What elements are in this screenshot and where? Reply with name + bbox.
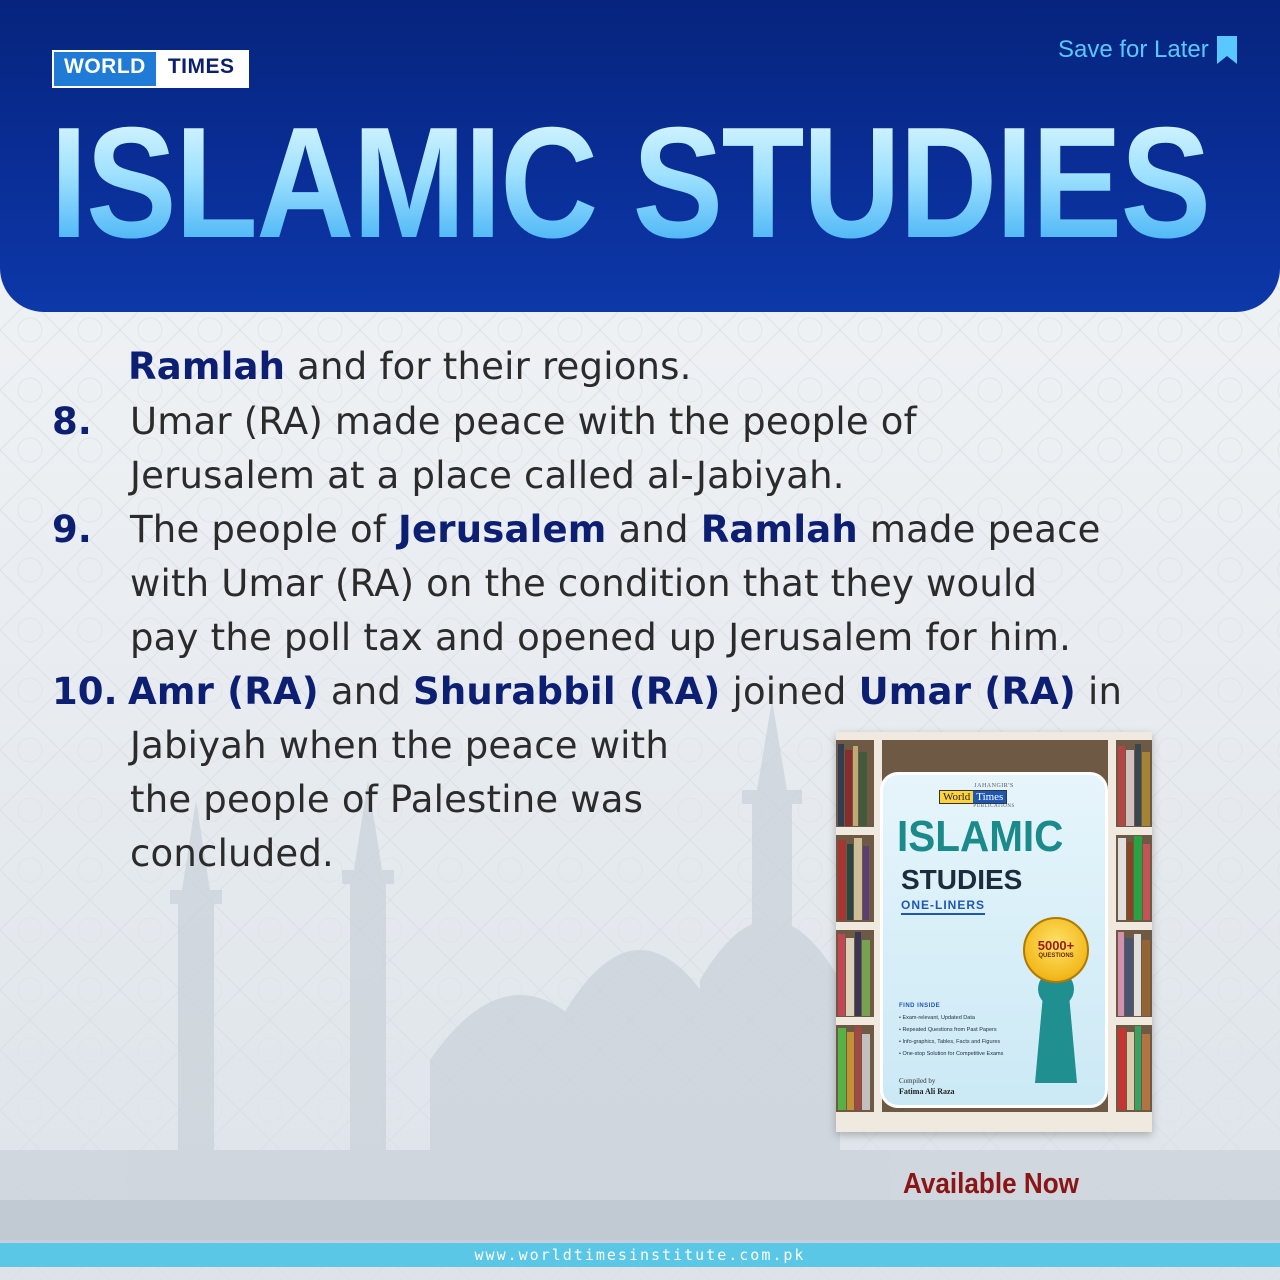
item-8-line-2: Jerusalem at a place called al-Jabiyah. (130, 454, 845, 497)
item-10-line-1 (128, 670, 1122, 714)
questions-badge (1023, 917, 1089, 983)
compiled-by-label: Compiled by (899, 1077, 936, 1085)
item-9-line-1 (130, 508, 1101, 552)
website-link[interactable]: www.worldtimesinstitute.com.pk (474, 1246, 806, 1264)
publisher-logo (939, 790, 1007, 804)
feature-item: • Exam-relevant, Updated Data (899, 1015, 975, 1021)
bold-term: Ramlah (700, 508, 858, 551)
world-times-logo (52, 50, 249, 88)
item-number-8: 8. (52, 400, 92, 443)
book-title-line-1: ISLAMIC (897, 812, 1064, 861)
publisher-logo-word-2: Times (973, 791, 1006, 803)
feature-item: • Repeated Questions from Past Papers (899, 1027, 997, 1033)
item-9-line-3: pay the poll tax and opened up Jerusalem for him. (130, 616, 1072, 659)
continuation-line (128, 345, 692, 389)
book-title-line-2: STUDIES (901, 864, 1023, 895)
header-banner (0, 0, 1280, 312)
bookmark-icon (1217, 36, 1237, 64)
plain-text: and for their regions. (285, 345, 692, 388)
plain-text: and (606, 508, 701, 551)
bold-term: Ramlah (128, 345, 286, 388)
footer-bar (0, 1243, 1280, 1267)
author-name: Fatima Ali Raza (899, 1087, 955, 1096)
publisher-logo-word-1: World (940, 791, 973, 803)
save-label: Save for Later (1058, 36, 1209, 63)
plain-text: The people of (130, 508, 398, 551)
item-10-line-4: concluded. (130, 832, 335, 875)
book-cover-image[interactable] (836, 732, 1152, 1132)
bold-term: Umar (RA) (858, 670, 1077, 713)
bold-term: Shurabbil (RA) (413, 670, 721, 713)
bold-term: Amr (RA) (128, 670, 319, 713)
plain-text: joined (720, 670, 859, 713)
find-inside-heading: FIND INSIDE (899, 1003, 941, 1009)
publisher-prefix: JAHANGIR'S (974, 783, 1014, 789)
keyhole-icon (1033, 971, 1079, 1083)
save-for-later-button[interactable] (1058, 36, 1237, 64)
item-10-line-3: the people of Palestine was (130, 778, 644, 821)
plain-text: made peace (857, 508, 1101, 551)
plain-text: and (318, 670, 414, 713)
feature-item: • One-stop Solution for Competitive Exams (899, 1051, 1004, 1057)
item-number-9: 9. (52, 508, 92, 551)
logo-word-times: TIMES (156, 52, 247, 86)
available-now-link[interactable]: Available Now (903, 1168, 1079, 1200)
badge-number: 5000+ (1037, 938, 1075, 953)
feature-item: • Info-graphics, Tables, Facts and Figures (899, 1039, 1001, 1045)
logo-word-world: WORLD (54, 52, 156, 86)
page-title: ISLAMIC STUDIES (50, 95, 1210, 271)
plain-text: in (1076, 670, 1123, 713)
item-number-10: 10. (52, 670, 118, 713)
item-8-line-1: Umar (RA) made peace with the people of (130, 400, 917, 443)
bold-term: Jerusalem (397, 508, 607, 551)
badge-label: QUESTIONS (1038, 953, 1074, 959)
item-10-line-2: Jabiyah when the peace with (130, 724, 669, 767)
item-9-line-2: with Umar (RA) on the condition that they would (130, 562, 1038, 605)
book-subtitle: ONE-LINERS (901, 898, 985, 915)
book-cover (880, 772, 1108, 1108)
publisher-suffix: PUBLICATIONS (973, 804, 1015, 809)
